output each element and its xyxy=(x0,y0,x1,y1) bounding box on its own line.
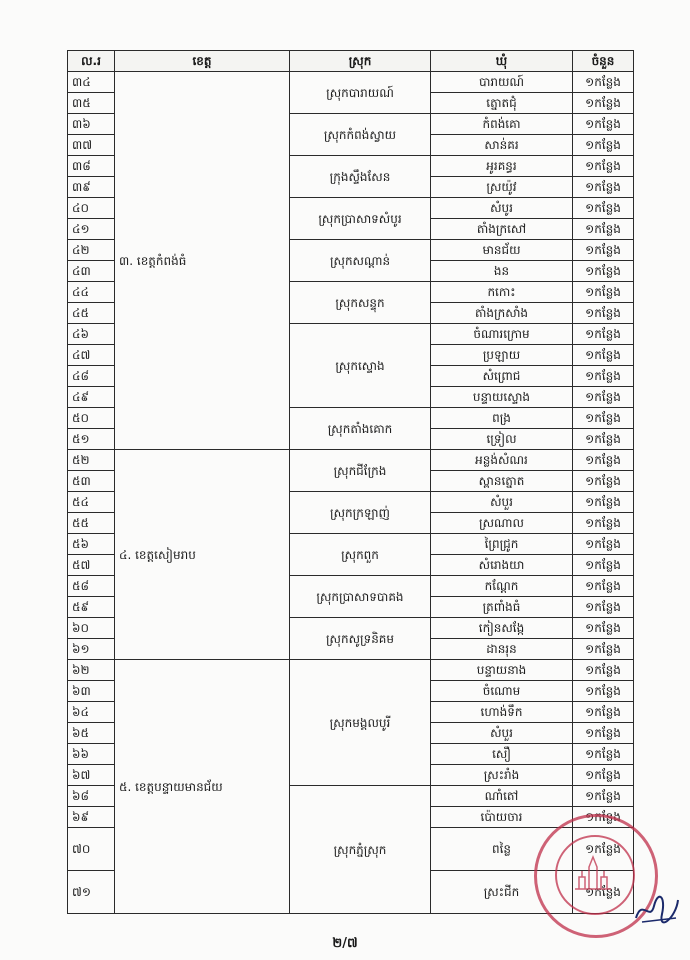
count-cell: ១កន្លែង xyxy=(573,261,634,282)
header-district: ស្រុក xyxy=(290,51,431,72)
commune-cell: ស្រយ៉ូវ xyxy=(431,177,573,198)
commune-cell: ចំណោម xyxy=(431,681,573,702)
commune-cell: ទ្រៀល xyxy=(431,429,573,450)
row-number: ៤៨ xyxy=(68,366,115,387)
commune-cell: ណាំតៅ xyxy=(431,786,573,807)
commune-cell: បារាយណ៍ xyxy=(431,72,573,93)
row-number: ៤០ xyxy=(68,198,115,219)
row-number: ៣៤ xyxy=(68,72,115,93)
commune-cell: ព្រៃជ្រូក xyxy=(431,534,573,555)
count-cell: ១កន្លែង xyxy=(573,723,634,744)
count-cell: ១កន្លែង xyxy=(573,450,634,471)
count-cell: ១កន្លែង xyxy=(573,513,634,534)
commune-cell: ប៉ោយចារ xyxy=(431,807,573,828)
commune-cell: ប្រឡាយ xyxy=(431,345,573,366)
count-cell: ១កន្លែង xyxy=(573,807,634,828)
commune-cell: កកោះ xyxy=(431,282,573,303)
district-cell: ស្រុកសណ្តាន់ xyxy=(290,240,431,282)
count-cell: ១កន្លែង xyxy=(573,198,634,219)
page-number: ២/៧ xyxy=(332,936,358,951)
province-cell: ៥. ខេត្តបន្ទាយមានជ័យ xyxy=(115,660,290,914)
commune-cell: ពង្រ xyxy=(431,408,573,429)
row-number: ៧០ xyxy=(68,828,115,871)
count-cell: ១កន្លែង xyxy=(573,597,634,618)
commune-cell: បន្ទាយស្ទោង xyxy=(431,387,573,408)
count-cell: ១កន្លែង xyxy=(573,618,634,639)
province-cell: ៣. ខេត្តកំពង់ធំ xyxy=(115,72,290,450)
row-number: ៦៨ xyxy=(68,786,115,807)
commune-cell: សំបូរ xyxy=(431,198,573,219)
commune-cell: ហោង់ទឹក xyxy=(431,702,573,723)
province-cell: ៤. ខេត្តសៀមរាប xyxy=(115,450,290,660)
row-number: ៤២ xyxy=(68,240,115,261)
row-number: ៥៩ xyxy=(68,597,115,618)
count-cell: ១កន្លែង xyxy=(573,366,634,387)
district-cell: ស្រុកមង្គលបូរី xyxy=(290,660,431,786)
table-row xyxy=(68,660,634,681)
count-cell: ១កន្លែង xyxy=(573,639,634,660)
row-number: ៤៥ xyxy=(68,303,115,324)
row-number: ៦៣ xyxy=(68,681,115,702)
district-cell: ស្រុកប្រាសាទបាគង xyxy=(290,576,431,618)
count-cell: ១កន្លែង xyxy=(573,555,634,576)
commune-cell: ស្រណាល xyxy=(431,513,573,534)
count-cell: ១កន្លែង xyxy=(573,702,634,723)
commune-cell: កណ្តែក xyxy=(431,576,573,597)
row-number: ៤៧ xyxy=(68,345,115,366)
commune-cell: ពន្លៃ xyxy=(431,828,573,871)
count-cell: ១កន្លែង xyxy=(573,408,634,429)
row-number: ៦៧ xyxy=(68,765,115,786)
commune-cell: កំពង់គោ xyxy=(431,114,573,135)
row-number: ៦២ xyxy=(68,660,115,681)
row-number: ៦៥ xyxy=(68,723,115,744)
row-number: ៥៣ xyxy=(68,471,115,492)
count-cell: ១កន្លែង xyxy=(573,72,634,93)
count-cell: ១កន្លែង xyxy=(573,471,634,492)
count-cell: ១កន្លែង xyxy=(573,387,634,408)
district-cell: ស្រុកប្រាសាទសំបូរ xyxy=(290,198,431,240)
count-cell: ១កន្លែង xyxy=(573,282,634,303)
commune-cell: ងន xyxy=(431,261,573,282)
row-number: ៥៥ xyxy=(68,513,115,534)
district-cell: ស្រុកជីក្រែង xyxy=(290,450,431,492)
commune-cell: កៀនសង្កែ xyxy=(431,618,573,639)
handwritten-signature xyxy=(632,888,682,928)
count-cell: ១កន្លែង xyxy=(573,681,634,702)
count-cell: ១កន្លែង xyxy=(573,240,634,261)
commune-cell: សឿ xyxy=(431,744,573,765)
district-cell: ស្រុកភ្នំស្រុក xyxy=(290,786,431,914)
count-cell: ១កន្លែង xyxy=(573,93,634,114)
commune-cell: តាំងក្រសាំង xyxy=(431,303,573,324)
row-number: ៤៤ xyxy=(68,282,115,303)
count-cell: ១កន្លែង xyxy=(573,345,634,366)
count-cell: ១កន្លែង xyxy=(573,429,634,450)
header-no: ល.រ xyxy=(68,51,115,72)
header-commune: ឃុំ xyxy=(431,51,573,72)
row-number: ៣៥ xyxy=(68,93,115,114)
count-cell: ១កន្លែង xyxy=(573,765,634,786)
table-row xyxy=(68,450,634,471)
table-header-row xyxy=(68,51,634,72)
row-number: ៤៩ xyxy=(68,387,115,408)
row-number: ៥០ xyxy=(68,408,115,429)
row-number: ៥៤ xyxy=(68,492,115,513)
commune-cell: សំបួរ xyxy=(431,723,573,744)
row-number: ៤១ xyxy=(68,219,115,240)
commune-cell: សំព្រោជ xyxy=(431,366,573,387)
count-cell: ១កន្លែង xyxy=(573,114,634,135)
district-cell: ស្រុកពួក xyxy=(290,534,431,576)
count-cell: ១កន្លែង xyxy=(573,786,634,807)
table-row xyxy=(68,72,634,93)
commune-cell: ត្នោតជុំ xyxy=(431,93,573,114)
commune-cell: បន្ទាយនាង xyxy=(431,660,573,681)
row-number: ៣៧ xyxy=(68,135,115,156)
row-number: ៥១ xyxy=(68,429,115,450)
temple-emblem-icon xyxy=(571,853,615,893)
count-cell: ១កន្លែង xyxy=(573,871,634,914)
row-number: ៧១ xyxy=(68,871,115,914)
commune-cell: ចំណារក្រោម xyxy=(431,324,573,345)
district-cell: ស្រុកសូទ្រនិគម xyxy=(290,618,431,660)
row-number: ៣៨ xyxy=(68,156,115,177)
row-number: ៤៣ xyxy=(68,261,115,282)
count-cell: ១កន្លែង xyxy=(573,324,634,345)
row-number: ៥៦ xyxy=(68,534,115,555)
row-number: ៤៦ xyxy=(68,324,115,345)
count-cell: ១កន្លែង xyxy=(573,303,634,324)
district-cell: ស្រុកតាំងគោក xyxy=(290,408,431,450)
commune-cell: ដានរុន xyxy=(431,639,573,660)
commune-cell: សំបួរ xyxy=(431,492,573,513)
commune-cell: ត្រពាំងធំ xyxy=(431,597,573,618)
commune-cell: តាំងក្រសៅ xyxy=(431,219,573,240)
row-number: ៦០ xyxy=(68,618,115,639)
row-number: ៦៤ xyxy=(68,702,115,723)
count-cell: ១កន្លែង xyxy=(573,828,634,871)
header-province: ខេត្ត xyxy=(115,51,290,72)
commune-cell: មានជ័យ xyxy=(431,240,573,261)
district-cell: ស្រុកស្ទោង xyxy=(290,324,431,408)
commune-table xyxy=(67,50,634,914)
commune-cell: ស្រះរាំង xyxy=(431,765,573,786)
district-cell: ស្រុកបារាយណ៍ xyxy=(290,72,431,114)
count-cell: ១កន្លែង xyxy=(573,492,634,513)
count-cell: ១កន្លែង xyxy=(573,534,634,555)
header-count: ចំនួន xyxy=(573,51,634,72)
count-cell: ១កន្លែង xyxy=(573,219,634,240)
commune-cell: សំរោងយា xyxy=(431,555,573,576)
row-number: ៥៧ xyxy=(68,555,115,576)
row-number: ៥៨ xyxy=(68,576,115,597)
count-cell: ១កន្លែង xyxy=(573,744,634,765)
count-cell: ១កន្លែង xyxy=(573,177,634,198)
row-number: ៥២ xyxy=(68,450,115,471)
commune-cell: ស្រះជីក xyxy=(431,871,573,914)
row-number: ៦៩ xyxy=(68,807,115,828)
district-cell: ក្រុងស្ទឹងសែន xyxy=(290,156,431,198)
commune-cell: ស្ពានត្នោត xyxy=(431,471,573,492)
row-number: ៣៩ xyxy=(68,177,115,198)
district-cell: ស្រុកក្រឡាញ់ xyxy=(290,492,431,534)
table-body xyxy=(68,72,634,914)
commune-cell: អន្លង់សំណរ xyxy=(431,450,573,471)
count-cell: ១កន្លែង xyxy=(573,660,634,681)
row-number: ៦១ xyxy=(68,639,115,660)
district-cell: ស្រុកកំពង់ស្វាយ xyxy=(290,114,431,156)
row-number: ៣៦ xyxy=(68,114,115,135)
count-cell: ១កន្លែង xyxy=(573,576,634,597)
district-cell: ស្រុកសន្ទុក xyxy=(290,282,431,324)
count-cell: ១កន្លែង xyxy=(573,135,634,156)
commune-cell: អូរគន្ធរ xyxy=(431,156,573,177)
commune-cell: សាន់គរ xyxy=(431,135,573,156)
count-cell: ១កន្លែង xyxy=(573,156,634,177)
row-number: ៦៦ xyxy=(68,744,115,765)
